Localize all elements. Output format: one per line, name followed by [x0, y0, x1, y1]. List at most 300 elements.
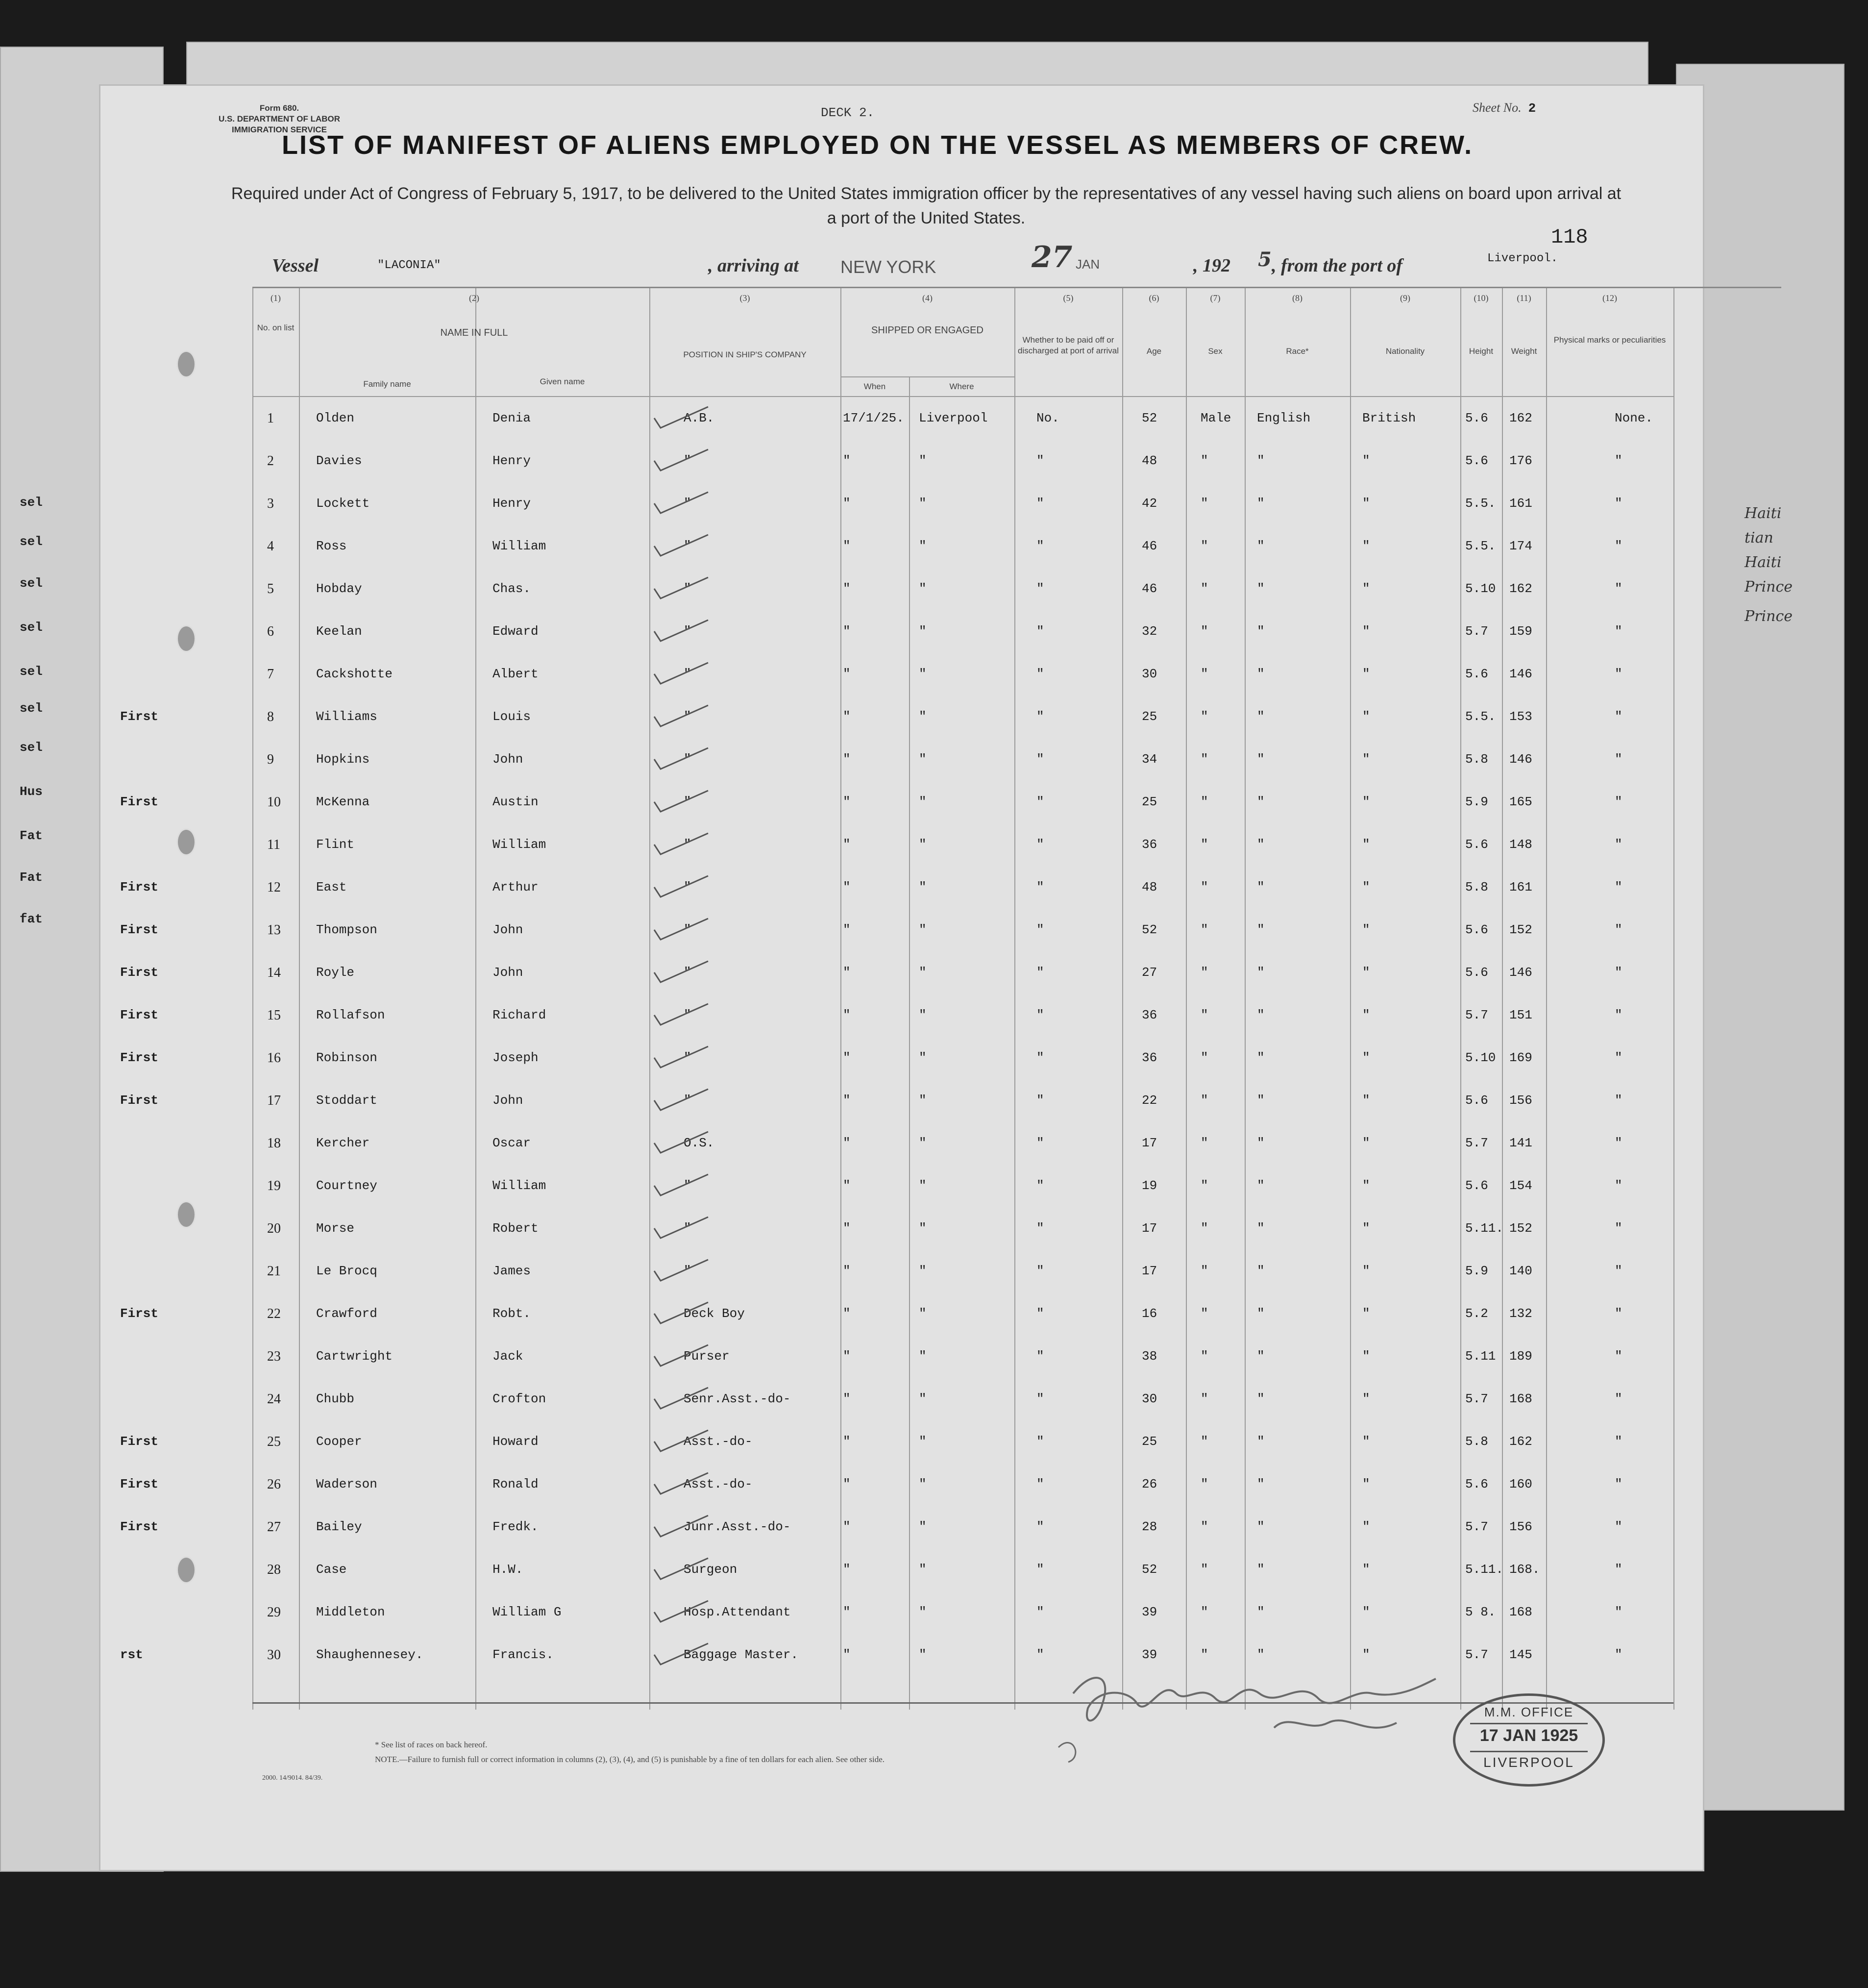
header-sex: Sex [1208, 347, 1223, 356]
position: A.B. [684, 411, 714, 425]
checkmark-icon [652, 832, 711, 857]
weight: 153 [1509, 709, 1532, 724]
page-title: LIST OF MANIFEST OF ALIENS EMPLOYED ON THE VESSEL AS MEMBERS OF CREW. [282, 130, 1474, 160]
table-row [120, 1434, 1781, 1475]
family-name: Case [316, 1562, 347, 1577]
sex: " [1201, 1519, 1208, 1534]
given-name: Denia [492, 411, 531, 425]
checkmark-icon [652, 1429, 711, 1454]
weight: 146 [1509, 965, 1532, 980]
given-name: Austin [492, 795, 539, 809]
physical-marks: " [1615, 1264, 1622, 1278]
paid-off: " [1036, 1519, 1044, 1534]
sex: " [1201, 752, 1208, 767]
nationality: " [1362, 1605, 1370, 1619]
position: " [684, 1264, 691, 1278]
from-label: , from the port of [1272, 255, 1403, 276]
physical-marks: " [1615, 667, 1622, 681]
row-number: 9 [267, 752, 274, 767]
age: 32 [1142, 624, 1157, 639]
paid-off: " [1036, 752, 1044, 767]
nationality: " [1362, 1264, 1370, 1278]
margin-note: First [120, 880, 159, 895]
shipped-when: " [843, 880, 851, 895]
paid-off: " [1036, 1562, 1044, 1577]
left-edge-line: sel [20, 620, 43, 635]
weight: 168. [1509, 1562, 1540, 1577]
shipped-when: " [843, 1306, 851, 1321]
height: 5.7 [1465, 1519, 1488, 1534]
column-number: (9) [1400, 293, 1410, 303]
given-name: Richard [492, 1008, 546, 1022]
row-number: 14 [267, 965, 281, 980]
paid-off: " [1036, 1264, 1044, 1278]
physical-marks: " [1615, 1562, 1622, 1577]
physical-marks: " [1615, 581, 1622, 596]
given-name: Louis [492, 709, 531, 724]
nationality: " [1362, 1477, 1370, 1491]
row-number: 29 [267, 1605, 281, 1620]
shipped-when: " [843, 965, 851, 980]
shipped-where: " [919, 1434, 927, 1449]
physical-marks: " [1615, 1519, 1622, 1534]
height: 5.5. [1465, 539, 1496, 553]
header-age: Age [1146, 347, 1162, 356]
left-edge-line: sel [20, 495, 43, 510]
sex: Male [1201, 411, 1231, 425]
nationality: " [1362, 539, 1370, 553]
age: 28 [1142, 1519, 1157, 1534]
binder-hole [176, 1201, 196, 1228]
height: 5.7 [1465, 1136, 1488, 1150]
position: " [684, 880, 691, 895]
weight: 159 [1509, 624, 1532, 639]
form-number: Form 680. [259, 103, 299, 113]
sex: " [1201, 922, 1208, 937]
column-number: (2) [469, 293, 479, 303]
physical-marks: " [1615, 1349, 1622, 1364]
margin-note: First [120, 1434, 159, 1449]
position: Asst.-do- [684, 1477, 753, 1491]
table-row [252, 1136, 1781, 1177]
race: " [1257, 1136, 1265, 1150]
position: " [684, 965, 691, 980]
family-name: Rollafson [316, 1008, 385, 1022]
table-row [252, 581, 1781, 622]
table-row [252, 1178, 1781, 1219]
height: 5.6 [1465, 411, 1488, 425]
height: 5.6 [1465, 965, 1488, 980]
height: 5.7 [1465, 1008, 1488, 1022]
row-number: 30 [267, 1647, 281, 1663]
sex: " [1201, 1392, 1208, 1406]
checkmark-icon [652, 704, 711, 729]
column-number: (11) [1517, 293, 1531, 303]
weight: 162 [1509, 411, 1532, 425]
race: " [1257, 1306, 1265, 1321]
shipped-when: " [843, 539, 851, 553]
shipped-when: " [843, 1349, 851, 1364]
height: 5.6 [1465, 667, 1488, 681]
table-row [120, 1647, 1781, 1689]
weight: 141 [1509, 1136, 1532, 1150]
shipped-where: " [919, 1647, 927, 1662]
family-name: Thompson [316, 922, 377, 937]
weight: 161 [1509, 880, 1532, 895]
checkmark-icon [652, 1301, 711, 1326]
weight: 140 [1509, 1264, 1532, 1278]
shipped-when: " [843, 1519, 851, 1534]
age: 25 [1142, 709, 1157, 724]
table-row [252, 453, 1781, 495]
given-name: William [492, 539, 546, 553]
given-name: Henry [492, 453, 531, 468]
height: 5.10 [1465, 581, 1496, 596]
row-number: 22 [267, 1306, 281, 1321]
sex: " [1201, 837, 1208, 852]
row-number: 4 [267, 539, 274, 554]
race: " [1257, 1178, 1265, 1193]
weight: 165 [1509, 795, 1532, 809]
service-name: IMMIGRATION SERVICE [232, 125, 327, 134]
position: " [684, 795, 691, 809]
family-name: Robinson [316, 1050, 377, 1065]
shipped-where: " [919, 1264, 927, 1278]
sheet-number [1473, 100, 1536, 116]
paid-off: " [1036, 1008, 1044, 1022]
height: 5.6 [1465, 837, 1488, 852]
print-code: 2000. 14/9014. 84/39. [262, 1774, 323, 1782]
position: Hosp.Attendant [684, 1605, 791, 1619]
manifest-sheet [100, 86, 1703, 1870]
nationality: " [1362, 1562, 1370, 1577]
checkmark-icon [652, 406, 711, 430]
physical-marks: " [1615, 1050, 1622, 1065]
row-number: 2 [267, 453, 274, 469]
shipped-when: " [843, 496, 851, 511]
weight: 145 [1509, 1647, 1532, 1662]
physical-marks: " [1615, 1477, 1622, 1491]
weight: 148 [1509, 837, 1532, 852]
shipped-where: " [919, 922, 927, 937]
family-name: Waderson [316, 1477, 377, 1491]
height: 5.8 [1465, 880, 1488, 895]
weight: 169 [1509, 1050, 1532, 1065]
given-name: John [492, 1093, 523, 1108]
row-number: 24 [267, 1392, 281, 1407]
row-number: 7 [267, 667, 274, 682]
nationality: " [1362, 1050, 1370, 1065]
family-name: Keelan [316, 624, 362, 639]
shipped-where: " [919, 1477, 927, 1491]
family-name: East [316, 880, 347, 895]
shipped-where: " [919, 1605, 927, 1619]
shipped-where: " [919, 837, 927, 852]
shipped-where: " [919, 1306, 927, 1321]
arriving-label: , arriving at [708, 255, 799, 276]
binder-hole [176, 625, 196, 652]
paid-off: " [1036, 1093, 1044, 1108]
column-number: (1) [270, 293, 281, 303]
stamp-location: LIVERPOOL [1483, 1755, 1574, 1770]
given-name: Robt. [492, 1306, 531, 1321]
right-edge-line: Prince [1745, 608, 1793, 625]
year-label: , 192 [1193, 255, 1230, 276]
table-row [120, 1008, 1781, 1049]
age: 52 [1142, 922, 1157, 937]
shipped-when: " [843, 1605, 851, 1619]
shipped-where: " [919, 496, 927, 511]
crew-table [120, 287, 1781, 1727]
race: " [1257, 965, 1265, 980]
family-name: Courtney [316, 1178, 377, 1193]
physical-marks: " [1615, 1434, 1622, 1449]
subheader-rule [840, 376, 1014, 377]
given-name: Crofton [492, 1392, 546, 1406]
binder-hole [176, 1556, 196, 1584]
table-row [252, 1349, 1781, 1390]
position: Deck Boy [684, 1306, 745, 1321]
left-edge-line: fat [20, 912, 43, 926]
weight: 174 [1509, 539, 1532, 553]
header-shipped-engaged: SHIPPED OR ENGAGED [871, 325, 983, 336]
position: " [684, 581, 691, 596]
sex: " [1201, 1008, 1208, 1022]
race: " [1257, 539, 1265, 553]
inspector-signature [1054, 1659, 1495, 1767]
year-digit: 5 [1258, 248, 1272, 271]
height: 5.11. [1465, 1221, 1504, 1236]
paid-off: " [1036, 1050, 1044, 1065]
weight: 146 [1509, 667, 1532, 681]
position: " [684, 752, 691, 767]
weight: 154 [1509, 1178, 1532, 1193]
weight: 161 [1509, 496, 1532, 511]
sex: " [1201, 1605, 1208, 1619]
checkmark-icon [652, 1259, 711, 1283]
column-number: (4) [922, 293, 933, 303]
shipped-where: " [919, 1519, 927, 1534]
nationality: British [1362, 411, 1416, 425]
weight: 160 [1509, 1477, 1532, 1491]
given-name: Arthur [492, 880, 539, 895]
weight: 162 [1509, 581, 1532, 596]
row-number: 19 [267, 1178, 281, 1193]
position: O.S. [684, 1136, 714, 1150]
paid-off: " [1036, 795, 1044, 809]
physical-marks: " [1615, 1136, 1622, 1150]
sex: " [1201, 1562, 1208, 1577]
position: " [684, 837, 691, 852]
family-name: McKenna [316, 795, 370, 809]
header-no-on-list: No. on list [257, 323, 295, 332]
given-name: Albert [492, 667, 539, 681]
age: 30 [1142, 667, 1157, 681]
sex: " [1201, 581, 1208, 596]
column-number: (5) [1063, 293, 1074, 303]
nationality: " [1362, 795, 1370, 809]
age: 46 [1142, 581, 1157, 596]
left-edge-line: sel [20, 664, 43, 679]
shipped-when: " [843, 1178, 851, 1193]
given-name: Chas. [492, 581, 531, 596]
physical-marks: " [1615, 496, 1622, 511]
height: 5.5. [1465, 496, 1496, 511]
age: 38 [1142, 1349, 1157, 1364]
paid-off: " [1036, 581, 1044, 596]
header-weight: Weight [1511, 347, 1537, 356]
penalty-footnote: NOTE.—Failure to furnish full or correct information in columns (2), (3), (4), and (5) is punishable by a fine of ten dollars for each alien. See other side. [375, 1755, 885, 1764]
nationality: " [1362, 667, 1370, 681]
race: " [1257, 667, 1265, 681]
table-row [252, 667, 1781, 708]
left-edge-line: Fat [20, 870, 43, 885]
nationality: " [1362, 922, 1370, 937]
row-number: 1 [267, 411, 274, 426]
race: " [1257, 1392, 1265, 1406]
physical-marks: " [1615, 1647, 1622, 1662]
position: " [684, 1008, 691, 1022]
shipped-where: " [919, 1050, 927, 1065]
age: 17 [1142, 1136, 1157, 1150]
race: " [1257, 709, 1265, 724]
row-number: 13 [267, 922, 281, 938]
position: " [684, 453, 691, 468]
family-name: Hobday [316, 581, 362, 596]
sex: " [1201, 795, 1208, 809]
shipped-when: " [843, 1050, 851, 1065]
family-name: Davies [316, 453, 362, 468]
sex: " [1201, 709, 1208, 724]
height: 5.10 [1465, 1050, 1496, 1065]
nationality: " [1362, 581, 1370, 596]
left-edge-line: sel [20, 534, 43, 549]
height: 5.6 [1465, 1093, 1488, 1108]
right-edge-line: Haiti [1745, 554, 1782, 571]
race: " [1257, 1477, 1265, 1491]
sex: " [1201, 1349, 1208, 1364]
position: " [684, 922, 691, 937]
family-name: Cackshotte [316, 667, 393, 681]
weight: 146 [1509, 752, 1532, 767]
left-edge-line: Hus [20, 784, 43, 799]
margin-note: First [120, 1008, 159, 1022]
paid-off: " [1036, 1306, 1044, 1321]
given-name: William G [492, 1605, 562, 1619]
row-number: 15 [267, 1008, 281, 1023]
position: " [684, 1178, 691, 1193]
given-name: John [492, 752, 523, 767]
shipped-where: " [919, 1178, 927, 1193]
header-name-in-full: NAME IN FULL [440, 327, 508, 338]
margin-note: First [120, 795, 159, 809]
nationality: " [1362, 453, 1370, 468]
table-row [252, 1264, 1781, 1305]
right-edge-line: tian [1745, 529, 1773, 547]
race: " [1257, 496, 1265, 511]
given-name: Robert [492, 1221, 539, 1236]
shipped-when: " [843, 1647, 851, 1662]
weight: 151 [1509, 1008, 1532, 1022]
checkmark-icon [652, 1003, 711, 1027]
race: " [1257, 453, 1265, 468]
binder-hole [176, 828, 196, 856]
position: " [684, 539, 691, 553]
weight: 189 [1509, 1349, 1532, 1364]
family-name: Hopkins [316, 752, 370, 767]
sex: " [1201, 1434, 1208, 1449]
position: " [684, 667, 691, 681]
paid-off: " [1036, 880, 1044, 895]
age: 17 [1142, 1221, 1157, 1236]
family-name: Middleton [316, 1605, 385, 1619]
nationality: " [1362, 1647, 1370, 1662]
height: 5.9 [1465, 795, 1488, 809]
physical-marks: " [1615, 1221, 1622, 1236]
table-row [252, 624, 1781, 665]
age: 26 [1142, 1477, 1157, 1491]
race: " [1257, 1050, 1265, 1065]
position: Senr.Asst.-do- [684, 1392, 791, 1406]
margin-note: First [120, 1050, 159, 1065]
statutory-text: Required under Act of Congress of February 5, 1917, to be delivered to the United States immigration officer by the representatives of any vessel having such aliens on board upon arrival at a port of the United States. [231, 184, 1622, 227]
race-footnote: * See list of races on back hereof. [375, 1740, 488, 1749]
checkmark-icon [652, 960, 711, 985]
race: " [1257, 1349, 1265, 1364]
height: 5.11. [1465, 1562, 1504, 1577]
given-name: William [492, 1178, 546, 1193]
position: Asst.-do- [684, 1434, 753, 1449]
sex: " [1201, 965, 1208, 980]
race: " [1257, 880, 1265, 895]
position: Purser [684, 1349, 730, 1364]
shipped-where: " [919, 1349, 927, 1364]
checkmark-icon [652, 1173, 711, 1198]
table-row [120, 1093, 1781, 1134]
age: 36 [1142, 1008, 1157, 1022]
left-edge-line: Fat [20, 828, 43, 843]
paid-off: " [1036, 1647, 1044, 1662]
header-nationality: Nationality [1385, 347, 1425, 356]
arrival-month: JAN [1076, 257, 1100, 272]
shipped-where: " [919, 880, 927, 895]
sex: " [1201, 1093, 1208, 1108]
checkmark-icon [652, 576, 711, 601]
shipped-when: " [843, 1008, 851, 1022]
height: 5.7 [1465, 624, 1488, 639]
family-name: Williams [316, 709, 377, 724]
position: " [684, 624, 691, 639]
shipped-when: " [843, 922, 851, 937]
physical-marks: None. [1615, 411, 1653, 425]
left-edge-line: sel [20, 740, 43, 755]
paid-off: " [1036, 1136, 1044, 1150]
shipped-when: " [843, 709, 851, 724]
row-number: 26 [267, 1477, 281, 1492]
checkmark-icon [652, 1472, 711, 1496]
given-name: Oscar [492, 1136, 531, 1150]
physical-marks: " [1615, 709, 1622, 724]
race: " [1257, 1221, 1265, 1236]
shipped-where: Liverpool [919, 411, 988, 425]
nationality: " [1362, 1008, 1370, 1022]
physical-marks: " [1615, 624, 1622, 639]
column-number: (3) [739, 293, 750, 303]
height: 5.9 [1465, 1264, 1488, 1278]
row-number: 5 [267, 581, 274, 596]
age: 52 [1142, 1562, 1157, 1577]
deck-label: DECK 2. [821, 105, 875, 120]
